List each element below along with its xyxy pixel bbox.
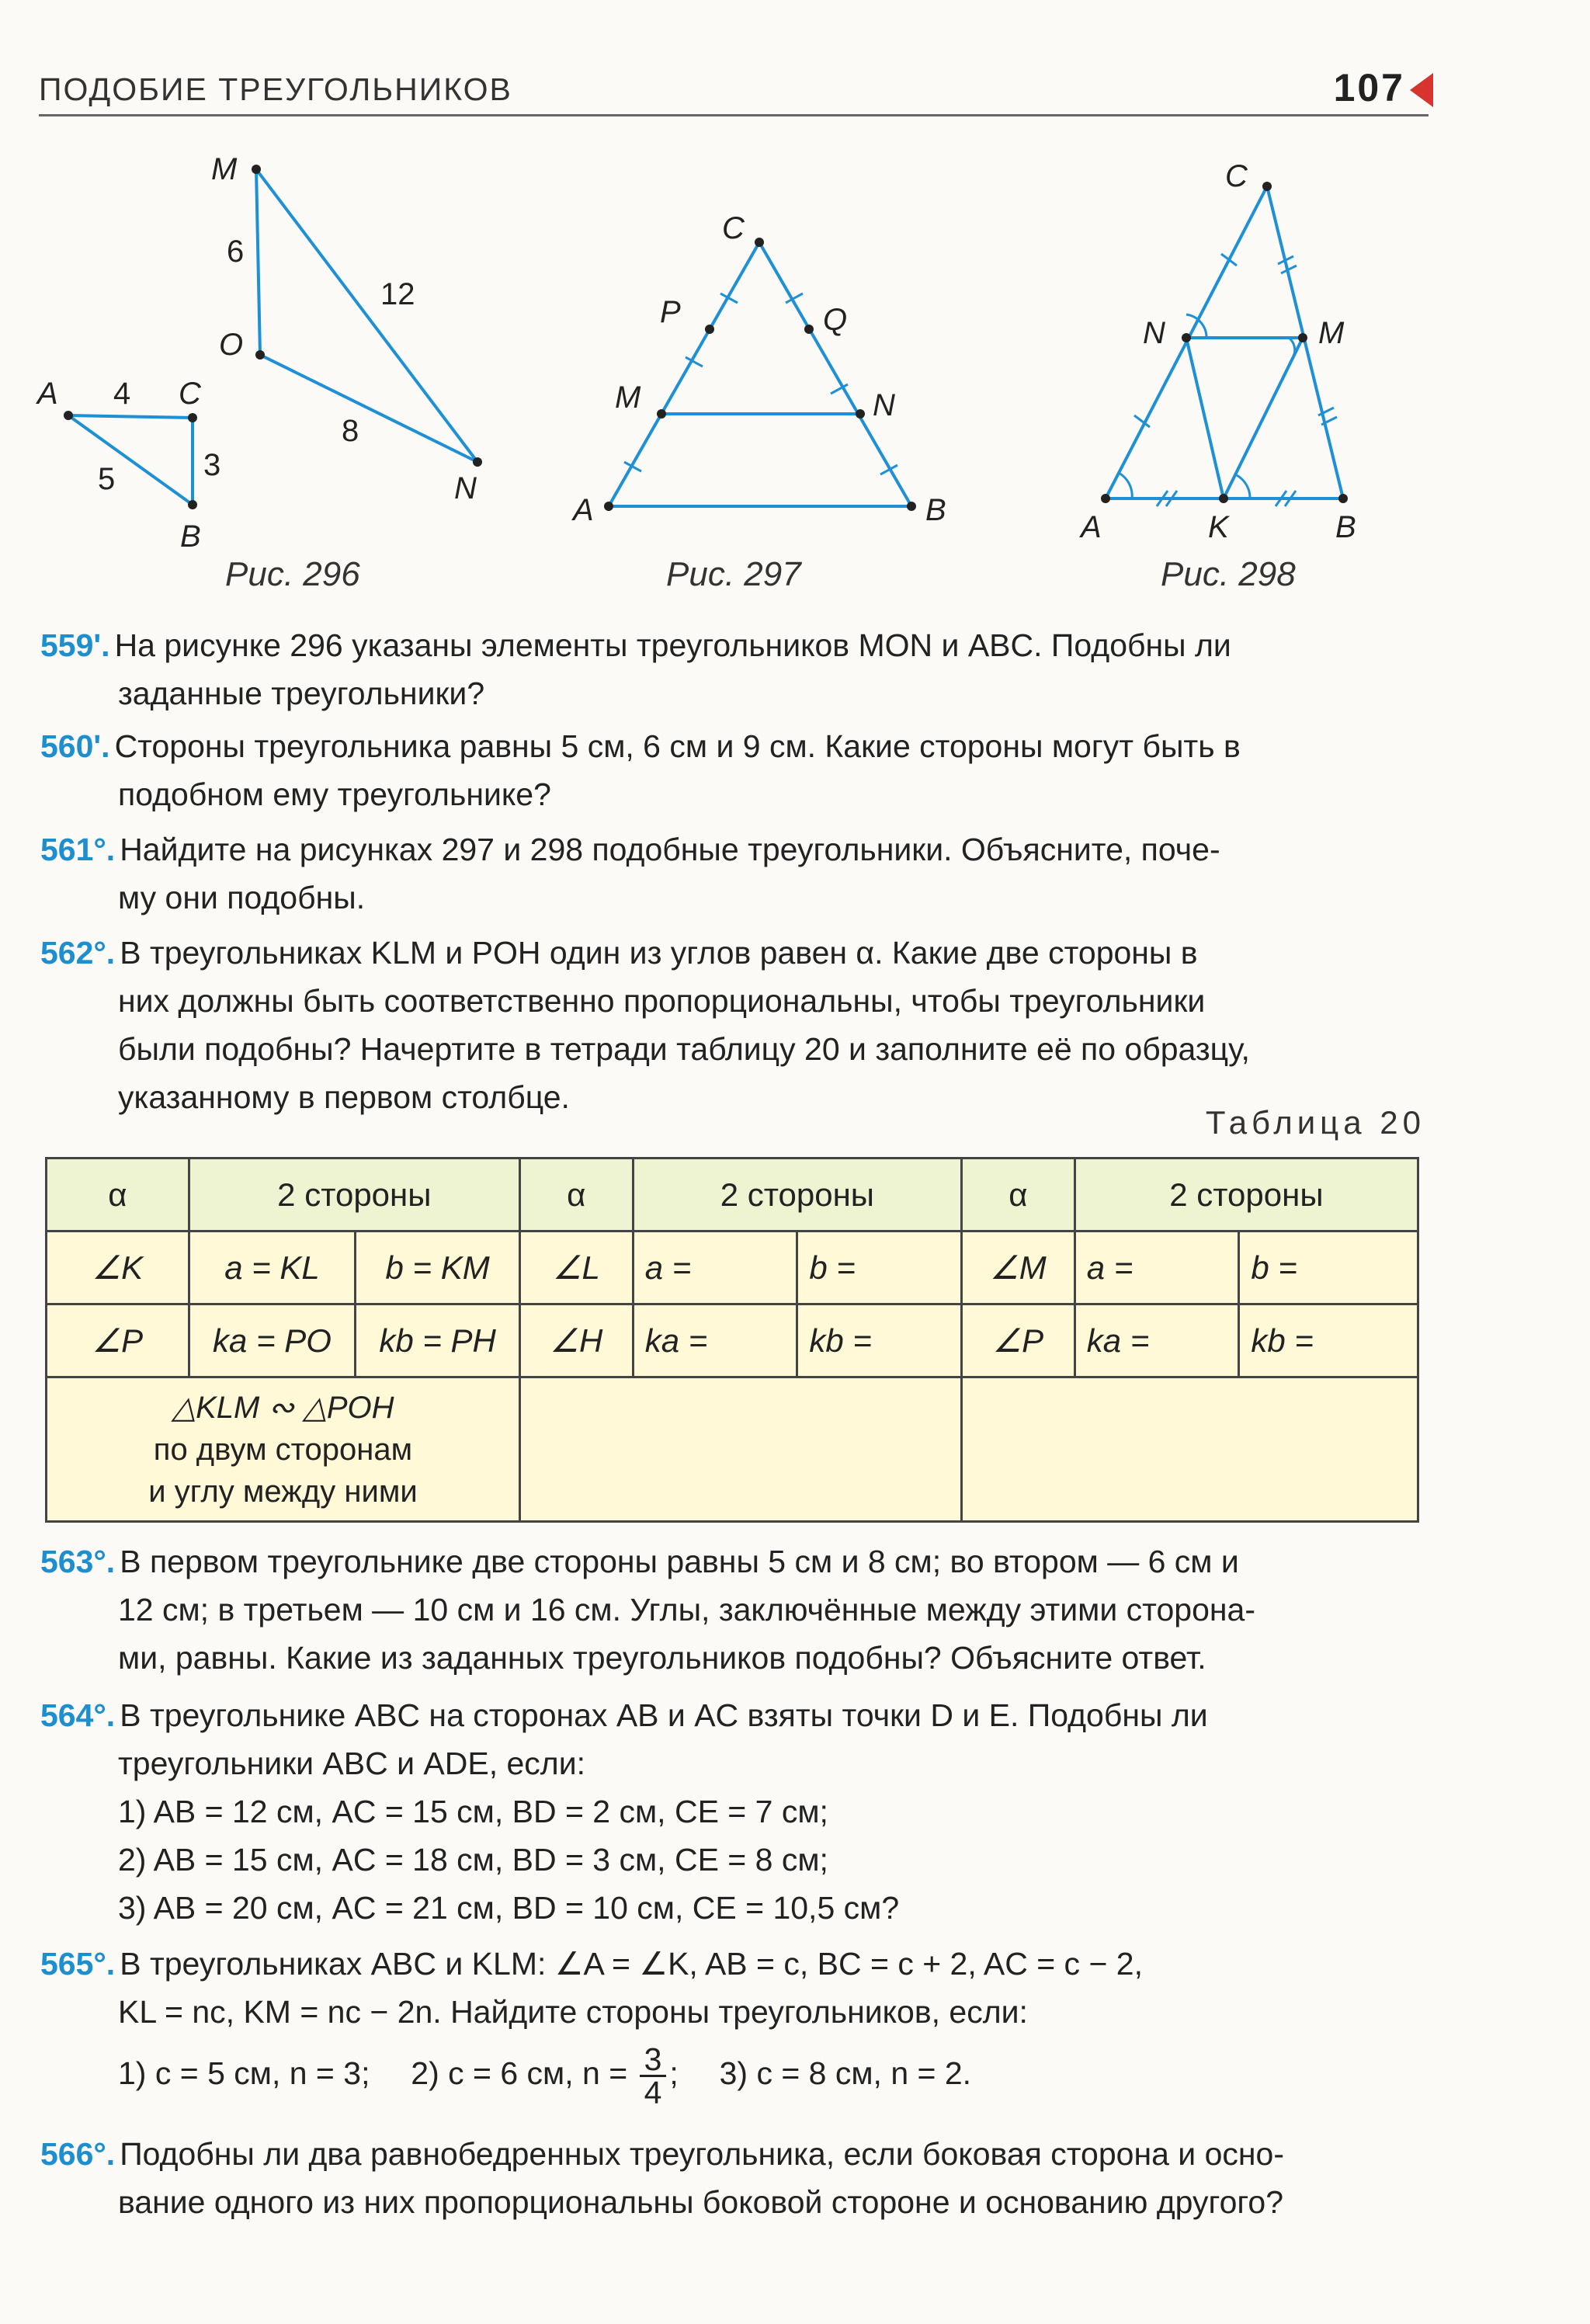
problem-text: Подобны ли два равнобедренных треугольника, если боковая сторона и осно- [120,2136,1284,2172]
table-note-line: и углу между ними [148,1474,418,1509]
table-header-row [47,1159,1418,1231]
problem-text: указанному в первом столбце. [118,1079,570,1115]
figure-297 [543,140,1009,593]
page-number: 107 [1333,66,1405,109]
table-cell: kb = [1239,1304,1418,1377]
label-K: K [1208,510,1229,544]
table-cell: a = [1074,1231,1239,1304]
problem-565 [40,1940,1430,2110]
side-MO: 6 [227,234,245,269]
label-A: A [37,377,58,411]
table-cell: ∠P [961,1304,1074,1377]
page-marker-icon [1410,73,1433,107]
problem-560 [40,722,1430,818]
table-row [47,1377,1418,1522]
table-cell: ∠L [519,1231,633,1304]
problem-text: треугольники ABC и ADE, если: [118,1746,586,1781]
table-cell: kb = [797,1304,962,1377]
side-AB: 5 [98,462,116,496]
label-N: N [873,388,895,422]
label-N: N [1143,316,1165,350]
figure-296-caption: Рис. 296 [225,555,360,593]
table-cell: ∠P [47,1304,189,1377]
problem-option: 3) c = 8 см, n = 2. [719,2055,972,2091]
problem-text: На рисунке 296 указаны элементы треугольников MON и ABC. Подобны ли [114,627,1231,663]
problem-text: ми, равны. Какие из заданных треугольников подобны? Объясните ответ. [118,1640,1206,1676]
problem-text: В треугольниках KLM и POH один из углов равен α. Какие две стороны в [120,935,1198,971]
table-row [47,1231,1418,1304]
label-C: C [179,377,201,411]
label-M: M [615,380,641,415]
label-C: C [722,211,745,245]
problem-number: 564°. [40,1697,116,1733]
problem-text: 12 см; в третьем — 10 см и 16 см. Углы, заключённые между этими сторона- [118,1592,1255,1627]
side-CB: 3 [203,448,221,482]
figure-296-drawing [0,140,543,575]
table-cell: ∠K [47,1231,189,1304]
label-C: C [1225,159,1248,193]
table-cell: ∠M [961,1231,1074,1304]
label-M: M [211,152,238,186]
problem-text: них должны быть соответственно пропорциональны, чтобы треугольники [118,983,1206,1019]
table-cell: ∠H [519,1304,633,1377]
table-header-cell: α [519,1159,633,1231]
table-header-cell: α [961,1159,1074,1231]
table-note-line: по двум сторонам [153,1432,413,1467]
problem-text: заданные треугольники? [118,676,485,711]
problem-text: Найдите на рисунках 297 и 298 подобные треугольники. Объясните, поче- [120,832,1220,867]
problem-number: 561°. [40,832,116,867]
label-Q: Q [823,303,848,337]
problem-options-line [40,2036,1430,2110]
table-cell: ka = [1074,1304,1239,1377]
table-caption: Таблица 20 [1205,1104,1425,1141]
table-cell: ka = [633,1304,797,1377]
table-cell: a = KL [189,1231,356,1304]
table-note-cell [47,1377,520,1522]
label-B: B [925,493,946,527]
figure-298 [1040,140,1429,593]
problem-text: подобном ему треугольнике? [118,776,551,812]
figure-298-drawing [1040,140,1429,575]
problem-option: 1) AB = 12 см, AC = 15 см, BD = 2 см, CE = 7 см; [118,1794,828,1829]
fraction-numerator: 3 [640,2044,667,2077]
problem-option: ; [669,2055,679,2091]
problem-number: 560'. [40,728,110,764]
table-cell: b = [1239,1231,1418,1304]
table-header-cell: 2 стороны [633,1159,961,1231]
side-MN: 12 [380,277,415,311]
table-cell: b = [797,1231,962,1304]
label-M: M [1318,316,1345,350]
problem-text: В треугольниках ABC и KLM: ∠A = ∠K, AB = c, BC = c + 2, AC = c − 2, [120,1946,1143,1982]
page-header [39,62,1429,116]
problem-562 [40,929,1430,1121]
fraction [640,2041,667,2110]
fraction-denominator: 4 [644,2074,662,2110]
table-cell: kb = PH [356,1304,520,1377]
table-cell: ka = PO [189,1304,356,1377]
problem-number: 562°. [40,935,116,971]
figure-297-caption: Рис. 297 [666,555,801,593]
figure-298-caption: Рис. 298 [1161,555,1296,593]
label-B: B [1335,510,1356,544]
label-O: O [219,328,244,362]
table-empty-cell [961,1377,1418,1522]
problem-option: 2) c = 6 см, n = [411,2055,628,2091]
table-note-line: △KLM ∾ △POH [172,1390,394,1425]
problem-559 [40,621,1430,717]
table-row [47,1304,1418,1377]
problem-text: В треугольнике ABC на сторонах AB и AC взяты точки D и E. Подобны ли [120,1697,1208,1733]
table-20 [45,1157,1419,1523]
problem-text: му они подобны. [118,880,366,915]
problem-option: 1) c = 5 см, n = 3; [118,2055,370,2091]
side-ON: 8 [342,414,359,448]
problem-text: Стороны треугольника равны 5 см, 6 см и 9 см. Какие стороны могут быть в [114,728,1241,764]
label-B: B [180,519,201,554]
problem-text: вание одного из них пропорциональны боковой стороне и основанию другого? [118,2184,1284,2220]
figure-296 [0,140,543,593]
label-P: P [660,295,681,329]
table-header-cell: 2 стороны [1074,1159,1418,1231]
label-A: A [1081,510,1102,544]
problem-number: 565°. [40,1946,116,1982]
table-header-cell: 2 стороны [189,1159,519,1231]
problem-text: В первом треугольнике две стороны равны 5 см и 8 см; во втором — 6 см и [120,1544,1239,1579]
problem-563 [40,1537,1430,1682]
problem-option: 3) AB = 20 см, AC = 21 см, BD = 10 см, CE = 10,5 см? [118,1890,900,1926]
table-cell: b = KM [356,1231,520,1304]
label-N: N [454,471,477,505]
table-cell: a = [633,1231,797,1304]
table-header-cell: α [47,1159,189,1231]
problem-564 [40,1691,1430,1932]
problem-option: 2) AB = 15 см, AC = 18 см, BD = 3 см, CE = 8 см; [118,1842,828,1878]
problem-number: 559'. [40,627,110,663]
side-AC: 4 [113,377,131,411]
label-A: A [573,493,594,527]
problem-number: 566°. [40,2136,116,2172]
table-empty-cell [519,1377,961,1522]
problem-number: 563°. [40,1544,116,1579]
problem-text: KL = nc, KM = nc − 2n. Найдите стороны треугольников, если: [118,1994,1028,2030]
problem-566 [40,2130,1430,2226]
problem-text: были подобны? Начертите в тетради таблицу 20 и заполните её по образцу, [118,1031,1250,1067]
section-title: ПОДОБИЕ ТРЕУГОЛЬНИКОВ [39,71,512,107]
figure-297-drawing [543,140,1009,575]
problem-561 [40,825,1430,922]
